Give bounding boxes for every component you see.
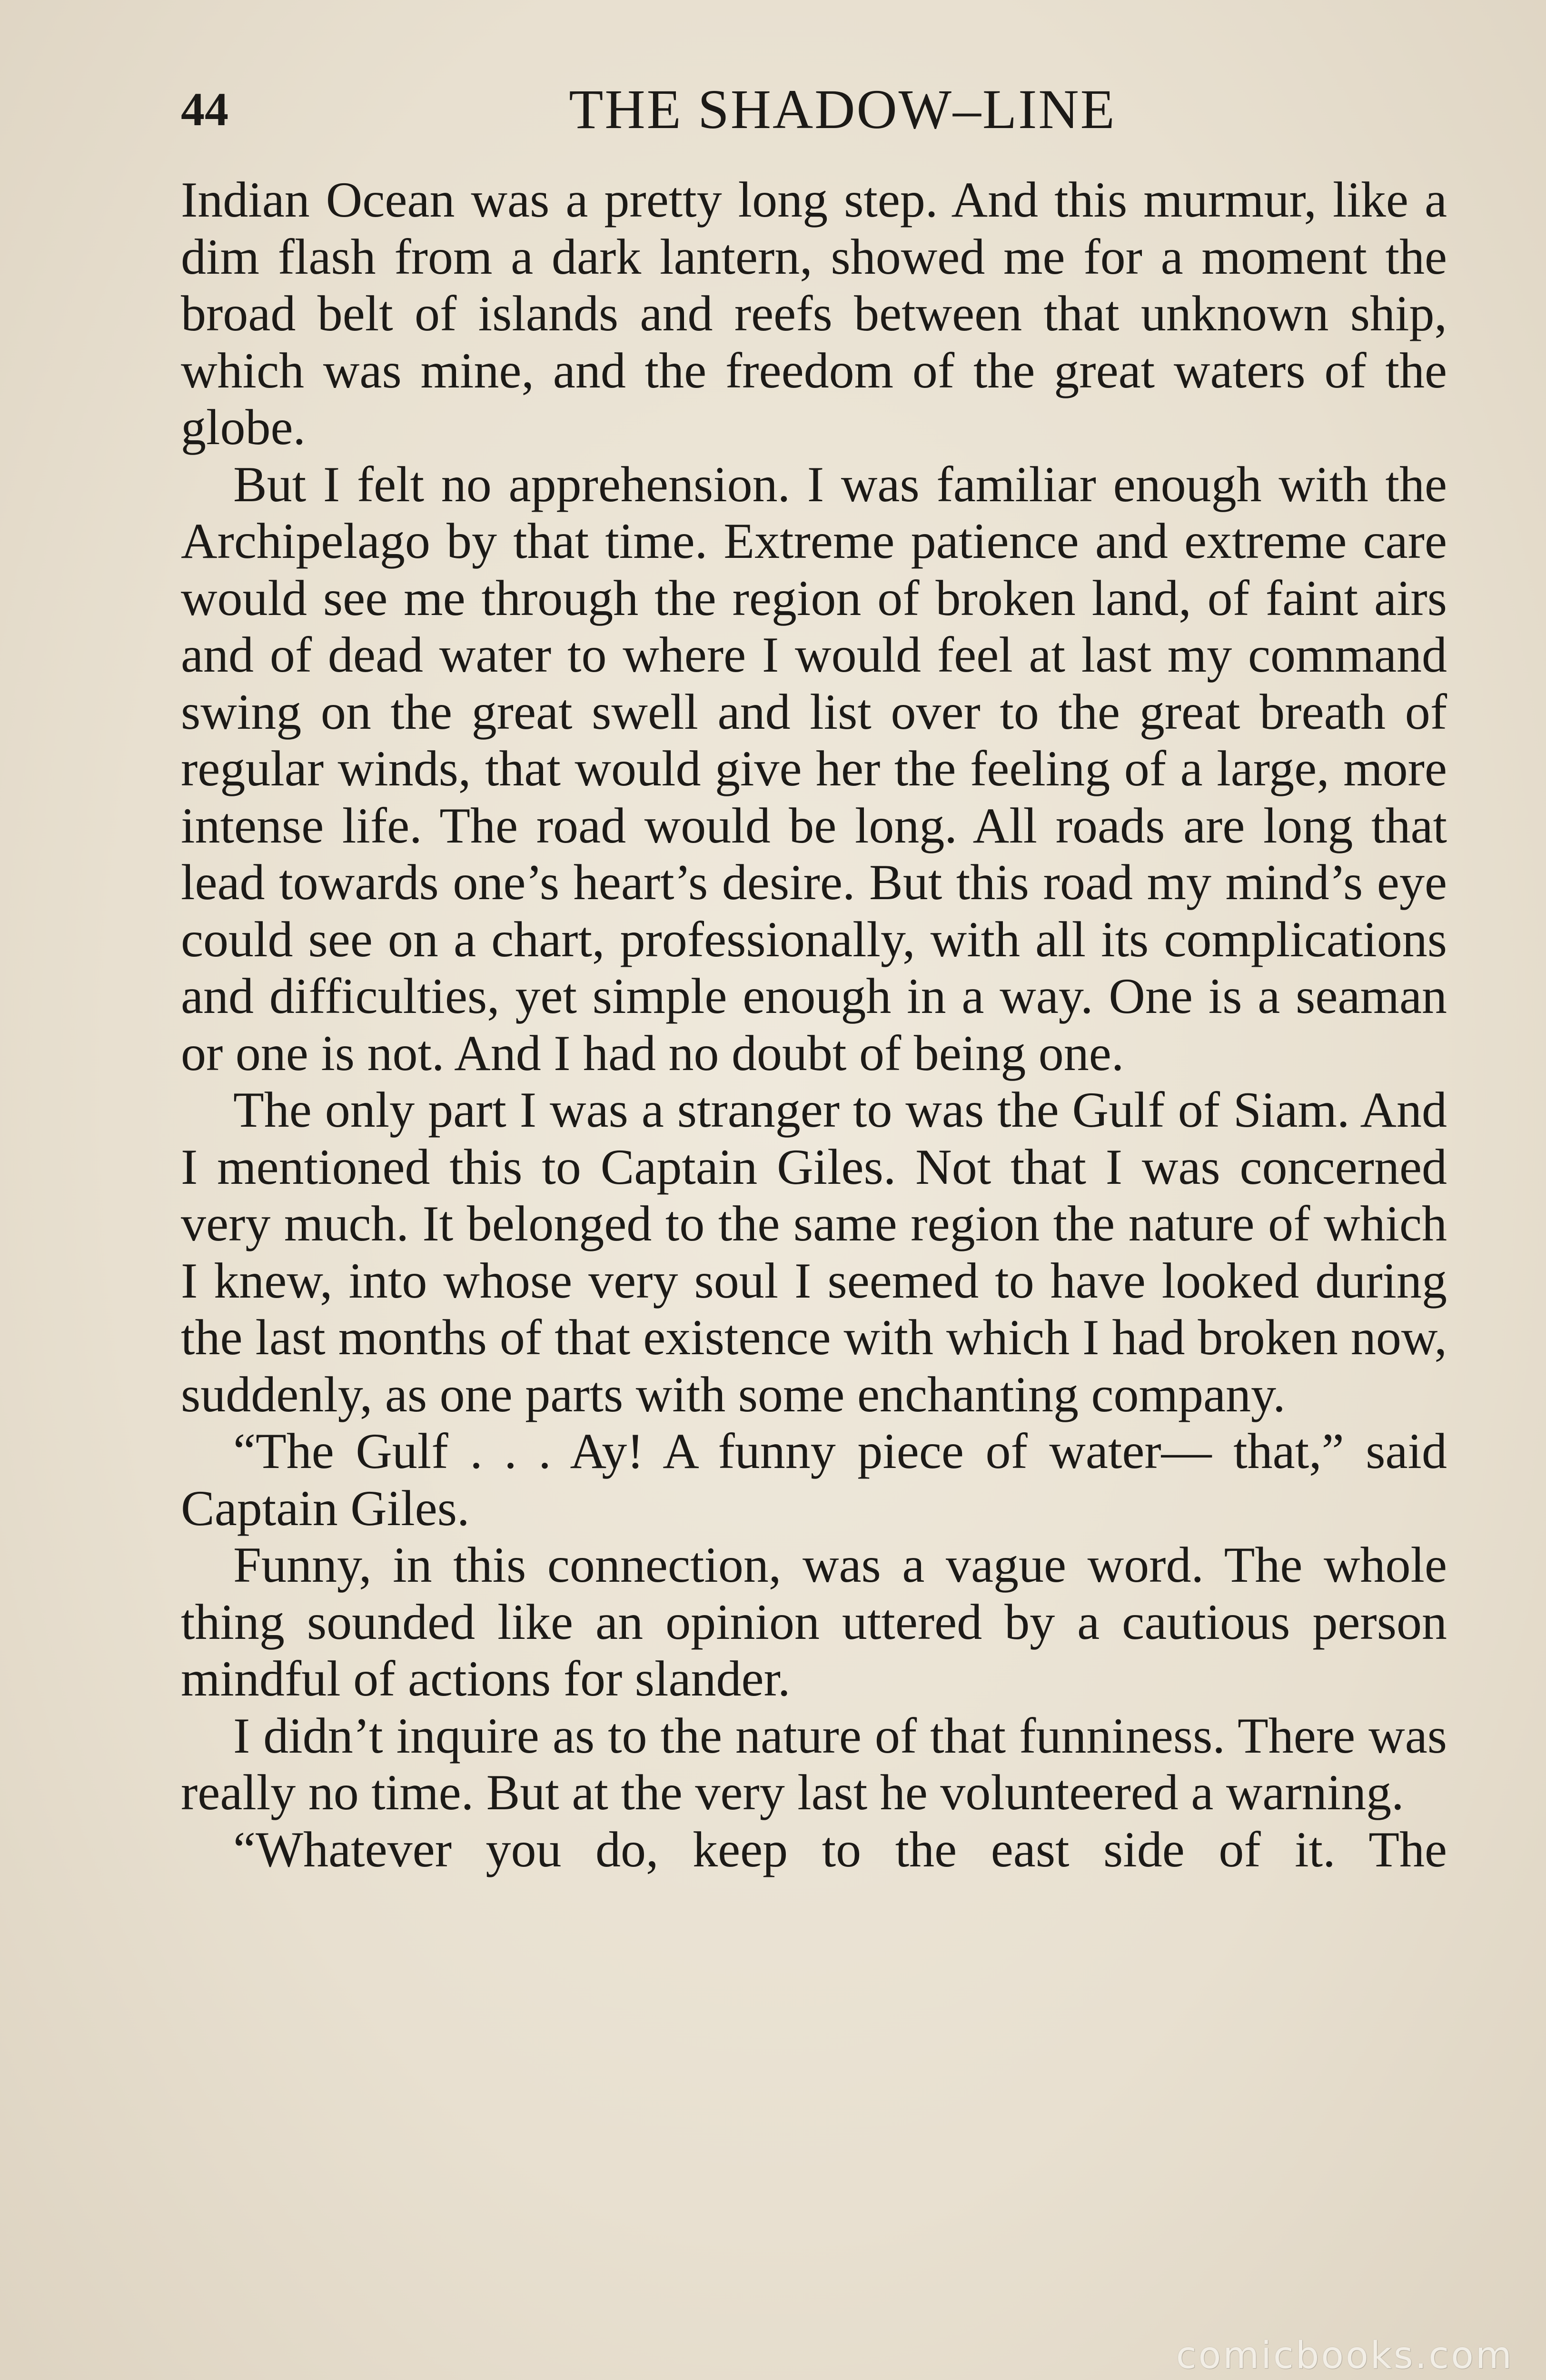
- watermark: comicbooks.com: [1176, 2334, 1514, 2377]
- paragraph-4: “The Gulf . . . Ay! A funny piece of water— that,” said Captain Giles.: [181, 1423, 1447, 1536]
- paragraph-3: The only part I was a stranger to was the Gulf of Siam. And I mentioned this to Captain Giles. Not that I was concerned very much. It belonged to the same region the nature of which I knew, into whose very soul I seemed to have looked during the last months of that existence with which I had broken now, suddenly, as one parts with some enchanting company.: [181, 1082, 1447, 1422]
- body-text: [181, 171, 1447, 1878]
- page-header: [181, 71, 1447, 143]
- paragraph-7: “Whatever you do, keep to the east side of it. The: [233, 1821, 1447, 1877]
- page-number: 44: [181, 83, 228, 136]
- running-head: THE SHADOW–LINE: [569, 78, 1116, 140]
- paragraph-5: Funny, in this connection, was a vague word. The whole thing sounded like an opinion uttered by a cautious person mindful of actions for slander.: [181, 1537, 1447, 1706]
- paragraph-2: But I felt no apprehension. I was familiar enough with the Archipelago by that time. Extreme patience and extreme care would see me through the region of broken land, of faint airs and of dead water to where I would feel at last my command swing on the great swell and list over to the great breath of regular winds, that would give her the feeling of a large, more intense life. The road would be long. All roads are long that lead towards one’s heart’s desire. But this road my mind’s eye could see on a chart, professionally, with all its complications and difficulties, yet simple enough in a way. One is a seaman or one is not. And I had no doubt of being one.: [181, 456, 1447, 1081]
- paragraph-1: Indian Ocean was a pretty long step. And this murmur, like a dim flash from a dark lantern, showed me for a moment the broad belt of islands and reefs between that unknown ship, which was mine, and the freedom of the great waters of the globe.: [181, 172, 1447, 455]
- paragraph-6: I didn’t inquire as to the nature of that funniness. There was really no time. But at the very last he volunteered a warning.: [181, 1707, 1447, 1820]
